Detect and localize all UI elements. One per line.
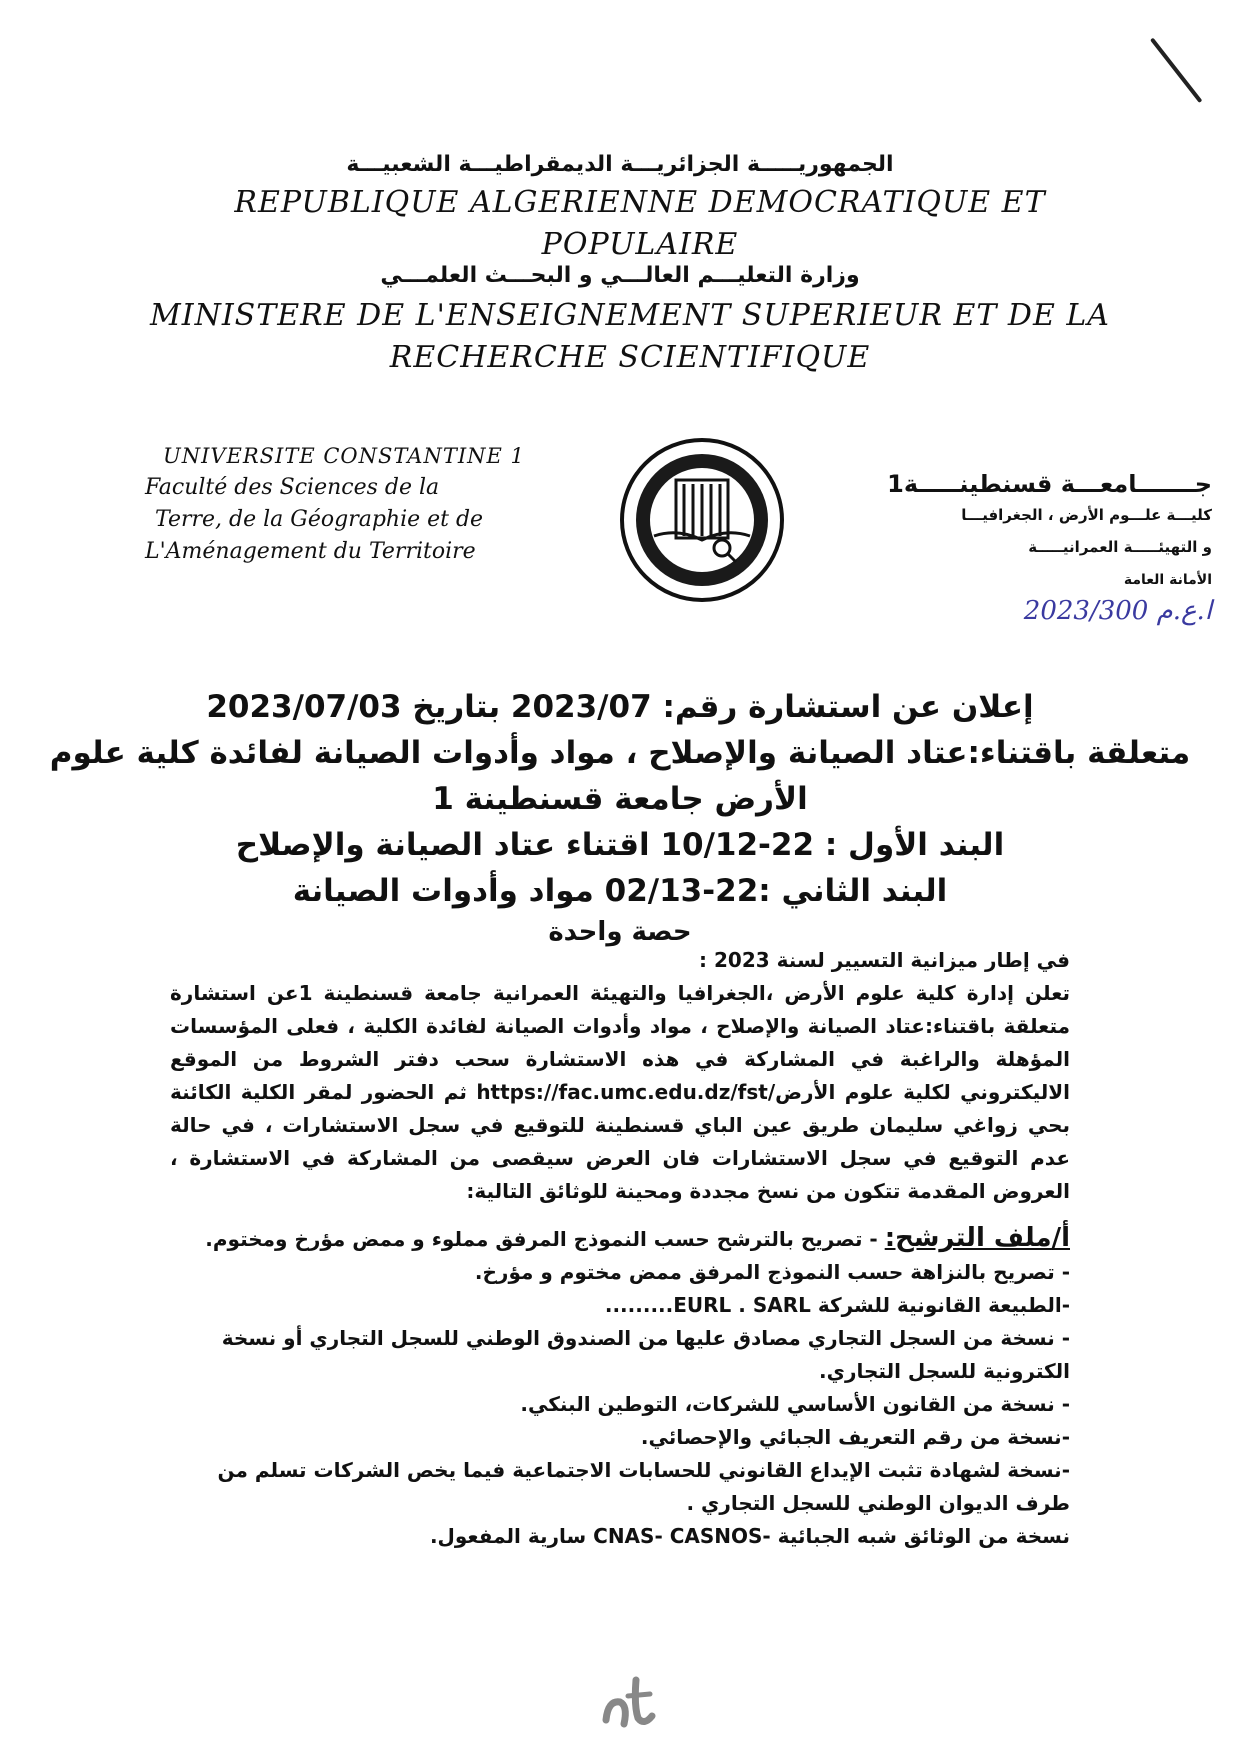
title-line: متعلقة باقتناء:عتاد الصيانة والإصلاح ، مواد وأدوات الصيانة لفائدة كلية علوم (49, 735, 1191, 771)
announcement-title (0, 684, 1240, 950)
list-item: - نسخة من القانون الأساسي للشركات، التوطين البنكي. (520, 1392, 1070, 1416)
university-ar-name: جـــــــامعـــة قسنطينـــــة1 (887, 470, 1212, 498)
university-ar-faculty-2: و التهيئـــــة العمرانيـــــة (1028, 538, 1212, 556)
list-item: -نسخة لشهادة تثبت الإيداع القانوني للحسابات الاجتماعية فيما يخص الشركات تسلم من طرف الديوان الوطني للسجل التجاري . (217, 1458, 1070, 1515)
list-item (170, 1222, 1070, 1256)
list-item: -نسخة من رقم التعريف الجبائي والإحصائي. (640, 1425, 1070, 1449)
candidature-first-item: - تصريح بالترشح حسب النموذج المرفق مملوء و ممض مؤرخ ومختوم. (205, 1227, 878, 1251)
title-line: إعلان عن استشارة رقم: 2023/07 بتاريخ 2023/07/03 (206, 689, 1034, 725)
list-item: نسخة من الوثائق شبه الجبائية -CNAS- CASNOS سارية المفعول. (429, 1524, 1070, 1548)
header-ar-republic: الجمهوريـــــة الجزائريـــة الديمقراطيـــة الشعبيـــة (346, 152, 894, 177)
candidature-file-list (170, 1222, 1070, 1553)
pen-stroke-mark (1150, 38, 1202, 104)
title-item-2: البند الثاني :22-02/13 مواد وأدوات الصيانة (292, 873, 948, 909)
header-ar-ministry: وزارة التعليـــم العالـــي و البحـــث العلمـــي (380, 263, 860, 288)
page-number-scribble (598, 1660, 658, 1730)
title-line: الأرض جامعة قسنطينة 1 (432, 781, 808, 817)
university-ar-block (887, 470, 1212, 626)
university-logo (618, 436, 786, 604)
university-fr-line: UNIVERSITE CONSTANTINE 1 (163, 444, 525, 468)
list-item: -الطبيعة القانونية للشركة EURL . SARL......... (604, 1293, 1070, 1317)
list-item: - نسخة من السجل التجاري مصادق عليها من الصندوق الوطني للسجل التجاري أو نسخة الكترونية للسجل التجاري. (221, 1326, 1070, 1383)
title-lot: حصة واحدة (548, 917, 692, 947)
university-fr-line: Faculté des Sciences de la (145, 475, 440, 500)
body-paragraph: تعلن إدارة كلية علوم الأرض ،الجغرافيا والتهيئة العمرانية جامعة قسنطينة 1عن استشارة متعلقة باقتناء:عتاد الصيانة والإصلاح ، مواد وأدوات الصيانة لفائدة الكلية ، فعلى المؤسسات المؤهلة والراغبة في المشاركة في هذه الاستشارة سحب دفتر الشروط من الموقع الاليكتروني لكلية علوم الأرض/https://fac.umc.edu.dz/fst ثم الحضور لمقر الكلية الكائنة بحي زواغي سليمان طريق عين الباي قسنطينة للتوقيع في سجل الاستشارات ، في حالة عدم التوقيع في سجل الاستشارات فان العرض سيقصى من المشاركة في الاستشارة ، العروض المقدمة تتكون من نسخ مجددة ومحينة للوثائق التالية: (170, 981, 1071, 1203)
header-fr-republic: REPUBLIQUE ALGERIENNE DEMOCRATIQUE ET POPULAIRE (234, 185, 1046, 262)
general-secretariat: الأمانة العامة (1123, 572, 1212, 588)
title-item-1: البند الأول : 22-10/12 اقتناء عتاد الصيانة والإصلاح (235, 827, 1005, 863)
university-fr-block (145, 440, 525, 568)
handwritten-reference: 2023/300 ا.ع.م (1023, 596, 1212, 626)
candidature-heading: أ/ملف الترشح: (884, 1223, 1070, 1253)
university-fr-line: Terre, de la Géographie et de (155, 507, 484, 532)
announcement-body (170, 944, 1070, 1208)
header-fr-ministry: MINISTERE DE L'ENSEIGNEMENT SUPERIEUR ET DE LA RECHERCHE SCIENTIFIQUE (150, 298, 1110, 375)
university-fr-line: L'Aménagement du Territoire (145, 539, 476, 564)
body-paragraph: في إطار ميزانية التسيير لسنة 2023 : (699, 948, 1070, 972)
university-ar-faculty: كليـــة علـــوم الأرض ، الجغرافيـــا (961, 506, 1212, 524)
list-item: - تصريح بالنزاهة حسب النموذج المرفق ممض مختوم و مؤرخ. (474, 1260, 1070, 1284)
